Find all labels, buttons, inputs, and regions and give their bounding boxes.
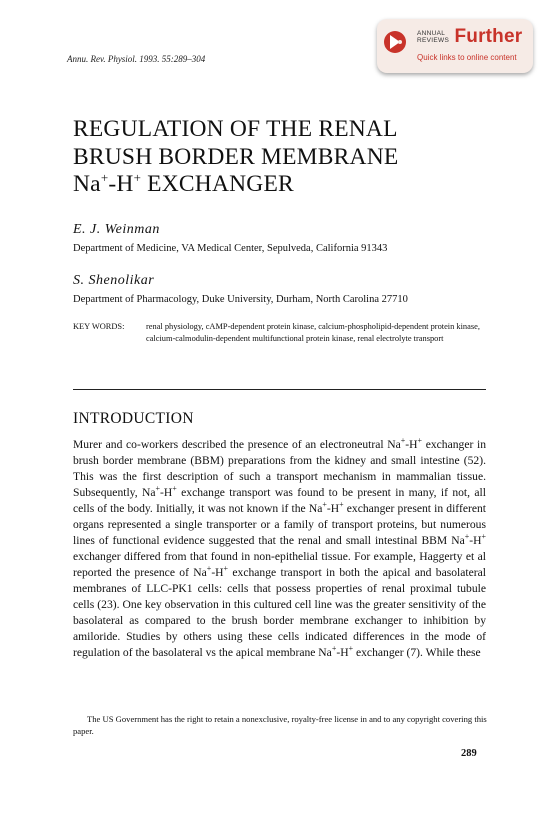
superscript-plus: + xyxy=(322,500,327,510)
superscript-plus: + xyxy=(331,644,337,654)
body-text-segment: exchange transport was found to be present in many, if not, all cells of the body. Initially, it was not known if the Na xyxy=(73,486,486,515)
body-text-segment: exchanger in brush border membrane (BBM) preparations from the kidney and small intestine (52). This was the first description of such a transport mechanism in mammalian tissue. Subsequently, Na xyxy=(73,438,486,499)
title-line-1: REGULATION OF THE RENAL xyxy=(73,116,398,142)
superscript-plus: + xyxy=(348,644,354,654)
body-text-segment: -H xyxy=(160,486,173,499)
title-line-2: BRUSH BORDER MEMBRANE xyxy=(73,143,399,170)
title-superscript: + xyxy=(133,170,142,186)
superscript-plus: + xyxy=(400,436,406,446)
title-h: -H xyxy=(108,171,134,197)
body-text-segment: -H xyxy=(405,438,418,451)
further-banner[interactable] xyxy=(377,19,533,73)
author-affiliation: Department of Medicine, VA Medical Center, Sepulveda, California 91343 xyxy=(73,243,388,254)
annual-reviews-text: ANNUAL REVIEWS xyxy=(417,30,450,44)
author-block xyxy=(73,222,387,254)
body-text-segment: exchanger differed from that found in non-epithelial tissue. For example, Haggerty et al reported the presence of Na xyxy=(73,550,486,579)
body-text-segment: -H xyxy=(211,566,224,579)
further-label: Further xyxy=(454,26,523,47)
annual-reviews-logo-icon xyxy=(384,31,406,53)
author-name: S. Shenolikar xyxy=(73,273,155,288)
copyright-footnote: The US Government has the right to retain a nonexclusive, royalty-free license in and to any copyright covering this paper. xyxy=(73,714,487,736)
annual-reviews-label xyxy=(417,30,450,44)
keywords-block xyxy=(73,321,493,344)
page-number: 289 xyxy=(461,748,477,759)
title-exchanger: EXCHANGER xyxy=(141,171,294,197)
body-paragraph xyxy=(73,437,486,661)
keywords-label: KEY WORDS: xyxy=(73,322,125,331)
superscript-plus: + xyxy=(206,564,212,574)
superscript-plus: + xyxy=(339,500,344,510)
body-text-segment: exchange transport in both the apical and basolateral membranes of LLC-PK1 cells: cells that possess properties of renal proximal tubule cells (23). One key observation in this cultured cell line was the greater sensitivity of the basolateral as compared to the brush border membrane exchanger to inhibition by amiloride. Studies by others using these cells indicated differences in the mode of regulation of the basolateral vs the apical membrane Na xyxy=(73,566,487,659)
keywords-text: renal physiology, cAMP-dependent protein kinase, calcium-phospholipid-dependent protein kinase, calcium-calmodulin-dependent multifunctional protein kinase, renal electrolyte transport xyxy=(146,322,480,343)
superscript-plus: + xyxy=(223,564,229,574)
title-na: Na xyxy=(73,171,101,197)
title-line-3 xyxy=(73,171,294,197)
author-block xyxy=(73,273,408,305)
body-text-segment: Murer and co-workers described the presence of an electroneutral Na xyxy=(73,438,401,451)
section-heading: INTRODUCTION xyxy=(73,410,194,427)
body-text-segment: exchanger (7). While these xyxy=(353,646,481,659)
superscript-plus: + xyxy=(172,484,177,494)
further-subtitle: Quick links to online content xyxy=(417,53,517,62)
author-name: E. J. Weinman xyxy=(73,222,160,237)
journal-citation: Annu. Rev. Physiol. 1993. 55:289–304 xyxy=(67,54,206,64)
body-text-segment: -H xyxy=(326,502,340,515)
superscript-plus: + xyxy=(481,532,486,542)
body-text-segment: -H xyxy=(336,646,349,659)
article-title xyxy=(73,116,398,199)
superscript-plus: + xyxy=(464,532,470,542)
superscript-plus: + xyxy=(155,484,161,494)
title-superscript: + xyxy=(100,170,109,186)
section-divider xyxy=(73,389,486,390)
superscript-plus: + xyxy=(417,436,423,446)
body-text-segment: -H xyxy=(469,534,482,547)
body-text-segment: exchanger present in different organs represented a single transporter or a family of transport proteins, but numerous lines of functional evidence suggested that the renal and small intestinal BBM Na xyxy=(73,502,486,547)
author-affiliation: Department of Pharmacology, Duke University, Durham, North Carolina 27710 xyxy=(73,294,408,305)
